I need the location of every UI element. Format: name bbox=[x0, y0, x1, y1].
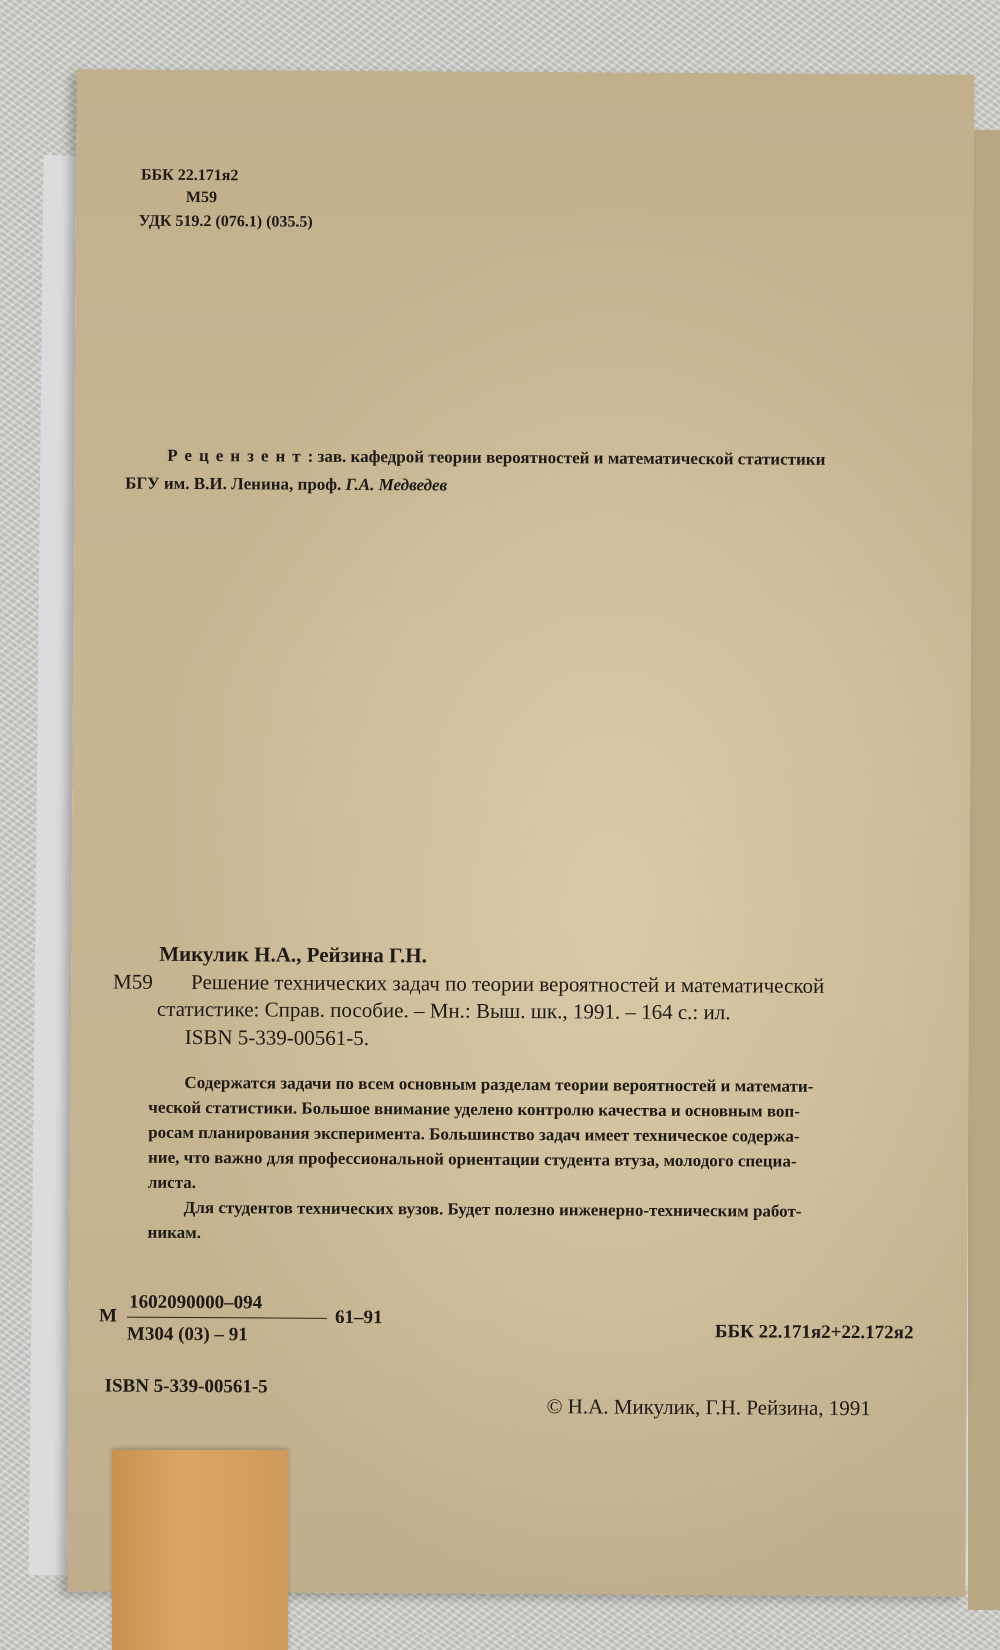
imprint-bbk: ББК 22.171я2+22.172я2 bbox=[714, 1321, 914, 1344]
catalog-title-line-1: Решение технических задач по теории вероятностей и математической bbox=[191, 969, 825, 998]
catalog-code: М59 bbox=[113, 969, 153, 994]
imprint-fraction-rule bbox=[127, 1317, 327, 1319]
reviewer-line-1 bbox=[167, 446, 825, 470]
abstract-line-3: росам планирования эксперимента. Большинство задач имеет техническое содержа- bbox=[148, 1122, 800, 1146]
catalog-authors: Микулик Н.А., Рейзина Г.Н. bbox=[159, 941, 427, 968]
author-mark: М59 bbox=[185, 188, 218, 207]
catalog-isbn: ISBN 5-339-00561-5. bbox=[184, 1024, 370, 1051]
reviewer-position: : зав. кафедрой теории вероятностей и математической статистики bbox=[307, 446, 826, 469]
abstract-line-5: листа. bbox=[147, 1172, 197, 1193]
reviewer-name: Г.А. Медведев bbox=[345, 474, 448, 495]
abstract-line-2: ческой статистики. Большое внимание уделено контролю качества и основным воп- bbox=[148, 1097, 800, 1121]
abstract-line-1: Содержатся задачи по всем основным разделам теории вероятностей и математи- bbox=[184, 1072, 814, 1096]
catalog-title-line-2: статистике: Справ. пособие. – Мн.: Выш. шк., 1991. – 164 с.: ил. bbox=[156, 996, 731, 1025]
udk-code: УДК 519.2 (076.1) (035.5) bbox=[138, 212, 313, 231]
copyright: © Н.А. Микулик, Г.Н. Рейзина, 1991 bbox=[546, 1394, 871, 1421]
bbk-code: ББК 22.171я2 bbox=[140, 166, 239, 185]
imprint-order: 61–91 bbox=[334, 1306, 383, 1329]
audience-line-2: никам. bbox=[147, 1222, 202, 1243]
imprint-numerator: 1602090000–094 bbox=[129, 1291, 263, 1314]
reviewer-line-2 bbox=[125, 474, 447, 496]
imprint-letter: М bbox=[98, 1305, 118, 1327]
reviewer-affiliation: БГУ им. В.И. Ленина, проф. bbox=[125, 473, 346, 494]
wooden-bookmark bbox=[112, 1450, 288, 1650]
imprint-isbn: ISBN 5-339-00561-5 bbox=[104, 1375, 268, 1398]
book-page bbox=[67, 69, 974, 1596]
imprint-denominator: М304 (03) – 91 bbox=[126, 1323, 248, 1346]
audience-line-1: Для студентов технических вузов. Будет полезно инженерно-техническим работ- bbox=[183, 1197, 802, 1221]
reviewer-label: Рецензент bbox=[167, 445, 308, 466]
abstract-line-4: ние, что важно для профессиональной ориентации студента втуза, молодого специа- bbox=[147, 1147, 797, 1171]
